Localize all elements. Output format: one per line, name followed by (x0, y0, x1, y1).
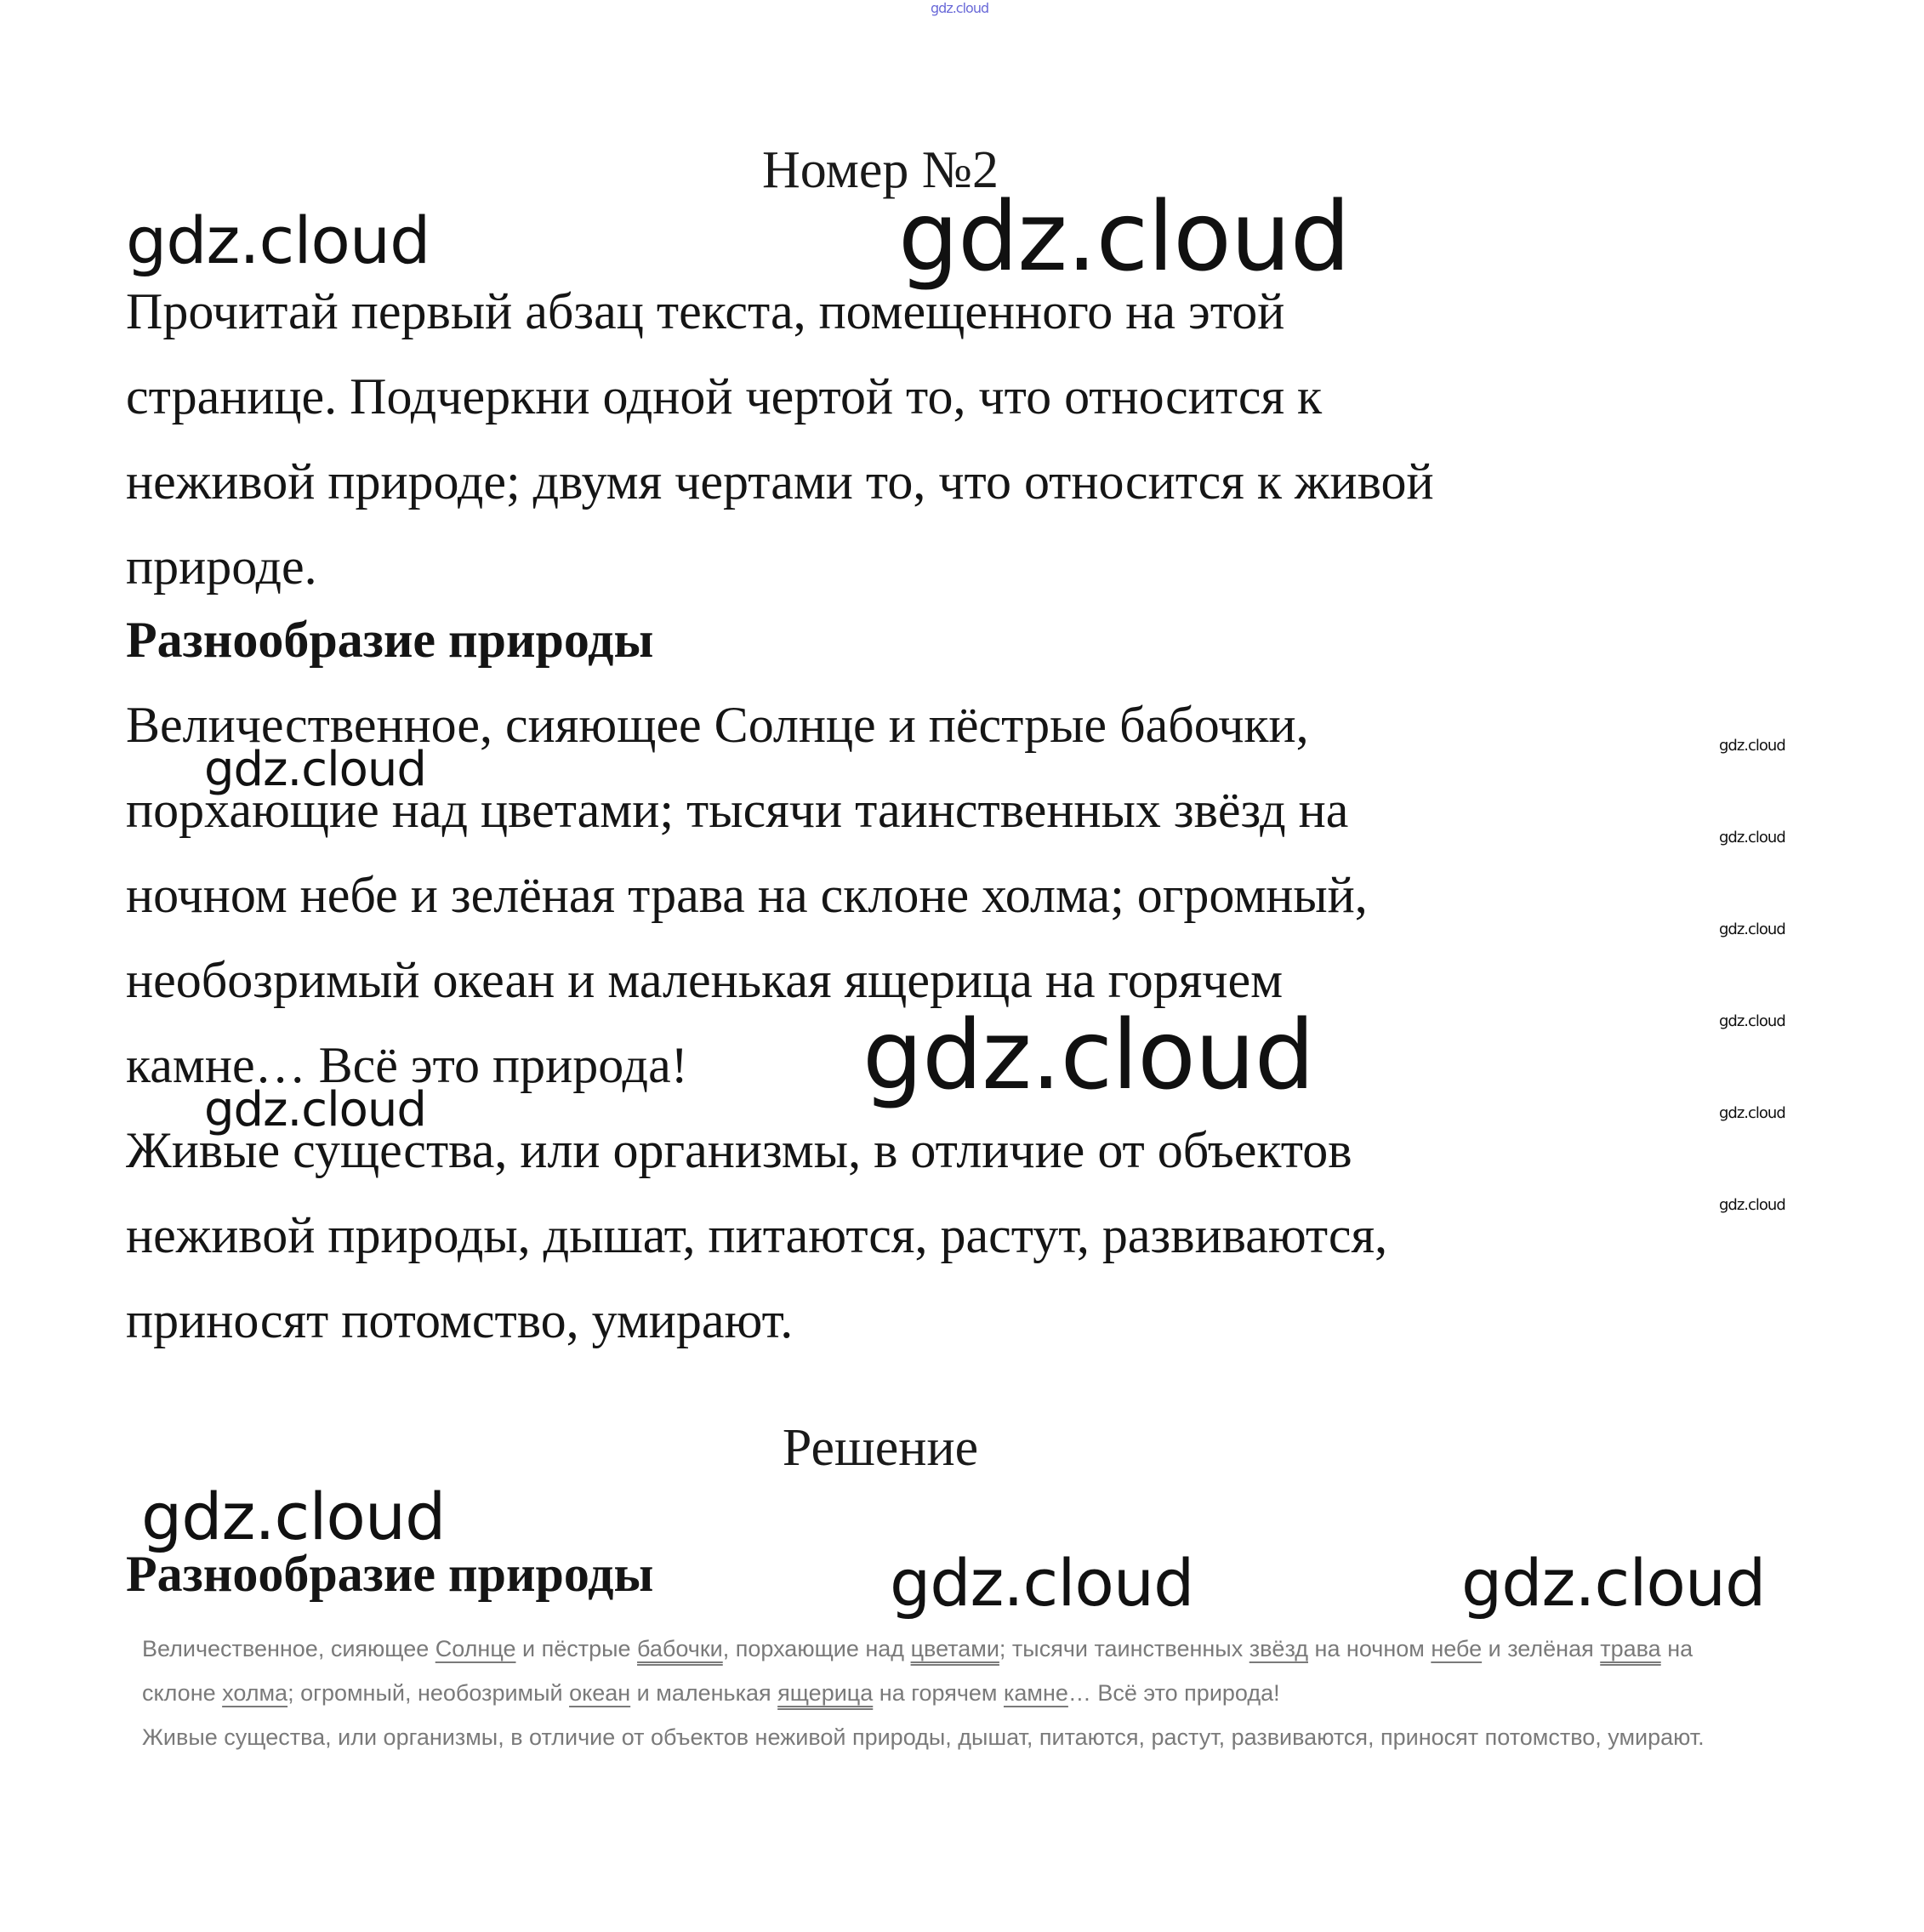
paragraph-line: приносят потомство, умирают. (126, 1292, 794, 1348)
watermark: gdz.cloud (898, 182, 1350, 293)
solution-heading: Разнообразие природы (126, 1546, 654, 1602)
solution-answer (142, 1627, 1843, 1759)
answer-text: на горячем (873, 1680, 1004, 1706)
answer-text: Величественное, сияющее (142, 1636, 435, 1661)
underlined-once-word: камне (1003, 1680, 1068, 1706)
answer-text: на (1660, 1636, 1693, 1661)
watermark-small: gdz.cloud (1719, 1012, 1785, 1030)
answer-text: и маленькая (630, 1680, 778, 1706)
watermark: gdz.cloud (862, 1000, 1314, 1111)
watermark-small: gdz.cloud (1719, 920, 1785, 938)
task-line: Прочитай первый абзац текста, помещенного на этой (126, 283, 1285, 339)
watermark-small: gdz.cloud (1719, 829, 1785, 846)
watermark: gdz.cloud (204, 742, 426, 797)
watermark: gdz.cloud (204, 1082, 426, 1137)
underlined-twice-word: цветами (910, 1636, 999, 1661)
paragraph-line: неживой природы, дышат, питаются, растут, развиваются, (126, 1207, 1388, 1263)
answer-line: Живые существа, или организмы, в отличие от объектов неживой природы, дышат, питаются, растут, развиваются, приносят потомство, умирают. (142, 1724, 1705, 1750)
task-line: природе. (126, 539, 317, 595)
answer-text: склоне (142, 1680, 223, 1706)
task-line: неживой природе; двумя чертами то, что относится к живой (126, 453, 1434, 510)
paragraph-line: Величественное, сияющее Солнце и пёстрые бабочки, (126, 697, 1309, 753)
paragraph-line: порхающие над цветами; тысячи таинственных звёзд на (126, 782, 1349, 838)
watermark-small: gdz.cloud (1719, 1196, 1785, 1214)
underlined-once-word: Солнце (435, 1636, 516, 1661)
task-line: странице. Подчеркни одной чертой то, что относится к (126, 368, 1323, 425)
watermark: gdz.cloud (141, 1479, 446, 1554)
watermark-small: gdz.cloud (1719, 1104, 1785, 1122)
answer-text: ; огромный, необозримый (287, 1680, 570, 1706)
paragraph-line: камне… Всё это природа! (126, 1037, 688, 1093)
underlined-twice-word: трава (1600, 1636, 1661, 1661)
task-text (126, 269, 1742, 609)
watermark-top: gdz.cloud (931, 0, 989, 16)
underlined-twice-word: ящерица (777, 1680, 874, 1706)
section-heading: Разнообразие природы (126, 612, 654, 668)
underlined-once-word: океан (569, 1680, 631, 1706)
answer-text: ; тысячи таинственных (999, 1636, 1249, 1661)
watermark-small: gdz.cloud (1719, 737, 1785, 755)
paragraph-line: необозримый океан и маленькая ящерица на горячем (126, 952, 1284, 1008)
paragraph-line: Живые существа, или организмы, в отличие от объектов (126, 1122, 1352, 1178)
answer-text: на ночном (1307, 1636, 1432, 1661)
answer-text: … Всё это природа! (1067, 1680, 1280, 1706)
answer-text: и пёстрые (515, 1636, 638, 1661)
answer-text: , порхающие над (722, 1636, 911, 1661)
underlined-twice-word: бабочки (637, 1636, 723, 1661)
watermark: gdz.cloud (890, 1545, 1194, 1621)
paragraph-organisms (126, 1108, 1742, 1363)
answer-text: и зелёная (1482, 1636, 1601, 1661)
watermark: gdz.cloud (1461, 1545, 1766, 1621)
watermark: gdz.cloud (126, 202, 430, 278)
answer-line (142, 1627, 1843, 1671)
underlined-once-word: небе (1431, 1636, 1483, 1661)
underlined-once-word: холма (222, 1680, 288, 1706)
paragraph-line: ночном небе и зелёная трава на склоне холма; огромный, (126, 867, 1368, 923)
page-title: Номер №2 (761, 141, 999, 199)
solution-title: Решение (782, 1419, 979, 1477)
underlined-once-word: звёзд (1249, 1636, 1308, 1661)
answer-line (142, 1671, 1843, 1715)
